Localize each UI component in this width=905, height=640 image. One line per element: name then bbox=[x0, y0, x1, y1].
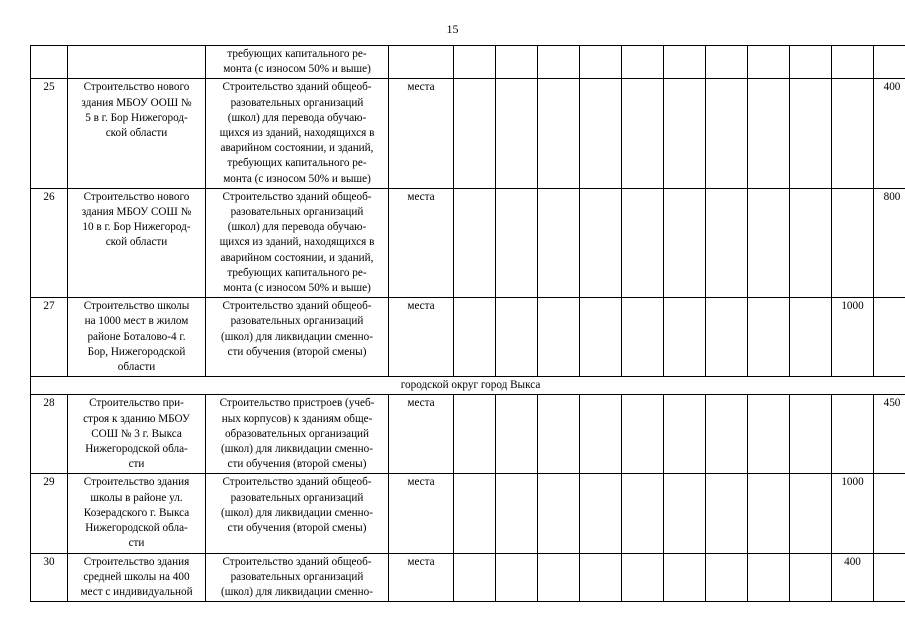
value-cell bbox=[622, 298, 664, 377]
value-cell bbox=[748, 79, 790, 188]
description-cell: Строительство зданий общеоб- разовательных организаций (школ) для ликвидации сменно- сти обучения (второй смены) bbox=[206, 298, 389, 377]
value-cell bbox=[538, 79, 580, 188]
value-cell bbox=[580, 395, 622, 474]
value-cell bbox=[664, 298, 706, 377]
page-number: 15 bbox=[446, 22, 459, 36]
value-cell bbox=[832, 46, 874, 79]
object-name-cell: Строительство нового здания МБОУ СОШ № 10 в г. Бор Нижегород- ской области bbox=[68, 188, 206, 297]
table-row bbox=[31, 553, 905, 602]
value-cell bbox=[664, 188, 706, 297]
value-cell bbox=[580, 474, 622, 553]
value-cell: 1000 bbox=[832, 298, 874, 377]
row-number-cell: 28 bbox=[31, 395, 68, 474]
value-cell bbox=[454, 298, 496, 377]
section-row bbox=[31, 377, 905, 395]
description-cell: Строительство зданий общеоб- разовательных организаций (школ) для перевода обучаю- щихся из зданий, находящихся в аварийном состоянии, и зданий, требующих капитального ре- монта (с износом 50% и выше) bbox=[206, 188, 389, 297]
value-cell bbox=[790, 474, 832, 553]
value-cell bbox=[538, 474, 580, 553]
value-cell bbox=[874, 46, 905, 79]
value-cell: 450 bbox=[874, 395, 905, 474]
value-cell bbox=[664, 46, 706, 79]
row-number-cell bbox=[31, 46, 68, 79]
data-table bbox=[30, 45, 905, 602]
value-cell bbox=[748, 46, 790, 79]
value-cell bbox=[706, 46, 748, 79]
value-cell bbox=[664, 474, 706, 553]
value-cell bbox=[790, 553, 832, 602]
value-cell bbox=[454, 79, 496, 188]
value-cell bbox=[790, 395, 832, 474]
description-cell: Строительство зданий общеоб- разовательных организаций (школ) для ликвидации сменно- сти обучения (второй смены) bbox=[206, 474, 389, 553]
value-cell bbox=[706, 298, 748, 377]
value-cell bbox=[706, 79, 748, 188]
unit-cell bbox=[389, 46, 454, 79]
value-cell bbox=[496, 79, 538, 188]
value-cell: 400 bbox=[832, 553, 874, 602]
value-cell bbox=[706, 395, 748, 474]
value-cell bbox=[622, 474, 664, 553]
table-row bbox=[31, 188, 905, 297]
value-cell bbox=[538, 46, 580, 79]
row-number-cell: 30 bbox=[31, 553, 68, 602]
value-cell bbox=[622, 395, 664, 474]
value-cell bbox=[454, 188, 496, 297]
value-cell bbox=[580, 298, 622, 377]
value-cell bbox=[454, 395, 496, 474]
unit-cell: места bbox=[389, 395, 454, 474]
value-cell bbox=[874, 474, 905, 553]
value-cell bbox=[580, 79, 622, 188]
section-title: городской округ город Выкса bbox=[31, 377, 905, 395]
value-cell bbox=[832, 79, 874, 188]
value-cell: 1000 bbox=[832, 474, 874, 553]
table-row bbox=[31, 298, 905, 377]
value-cell: 800 bbox=[874, 188, 905, 297]
value-cell bbox=[790, 188, 832, 297]
table-row bbox=[31, 79, 905, 188]
description-cell: Строительство пристроев (учеб- ных корпусов) к зданиям обще- образовательных организаций (школ) для ликвидации сменно- сти обучения (второй смены) bbox=[206, 395, 389, 474]
value-cell bbox=[874, 298, 905, 377]
object-name-cell: Строительство школы на 1000 мест в жилом районе Боталово-4 г. Бор, Нижегородской области bbox=[68, 298, 206, 377]
value-cell bbox=[706, 553, 748, 602]
value-cell bbox=[496, 474, 538, 553]
value-cell bbox=[664, 553, 706, 602]
table-row bbox=[31, 474, 905, 553]
unit-cell: места bbox=[389, 474, 454, 553]
value-cell bbox=[748, 395, 790, 474]
value-cell bbox=[706, 474, 748, 553]
object-name-cell: Строительство при- строя к зданию МБОУ СОШ № 3 г. Выкса Нижегородской обла- сти bbox=[68, 395, 206, 474]
description-cell: требующих капитального ре- монта (с износом 50% и выше) bbox=[206, 46, 389, 79]
object-name-cell: Строительство нового здания МБОУ ООШ № 5 в г. Бор Нижегород- ской области bbox=[68, 79, 206, 188]
row-number-cell: 25 bbox=[31, 79, 68, 188]
table-row bbox=[31, 46, 905, 79]
value-cell bbox=[832, 188, 874, 297]
value-cell bbox=[790, 46, 832, 79]
value-cell bbox=[454, 474, 496, 553]
value-cell bbox=[664, 79, 706, 188]
value-cell bbox=[580, 553, 622, 602]
value-cell bbox=[832, 395, 874, 474]
value-cell bbox=[496, 298, 538, 377]
value-cell bbox=[874, 553, 905, 602]
value-cell bbox=[538, 553, 580, 602]
unit-cell: места bbox=[389, 188, 454, 297]
object-name-cell: Строительство здания средней школы на 400 мест с индивидуальной bbox=[68, 553, 206, 602]
unit-cell: места bbox=[389, 553, 454, 602]
value-cell bbox=[622, 188, 664, 297]
value-cell bbox=[748, 188, 790, 297]
row-number-cell: 26 bbox=[31, 188, 68, 297]
description-cell: Строительство зданий общеоб- разовательных организаций (школ) для ликвидации сменно- bbox=[206, 553, 389, 602]
value-cell bbox=[496, 553, 538, 602]
description-cell: Строительство зданий общеоб- разовательных организаций (школ) для перевода обучаю- щихся из зданий, находящихся в аварийном состоянии, и зданий, требующих капитального ре- монта (с износом 50% и выше) bbox=[206, 79, 389, 188]
value-cell bbox=[454, 553, 496, 602]
value-cell bbox=[538, 188, 580, 297]
value-cell bbox=[706, 188, 748, 297]
value-cell bbox=[538, 395, 580, 474]
unit-cell: места bbox=[389, 79, 454, 188]
value-cell bbox=[622, 46, 664, 79]
value-cell bbox=[748, 553, 790, 602]
value-cell bbox=[454, 46, 496, 79]
value-cell bbox=[496, 46, 538, 79]
value-cell bbox=[622, 553, 664, 602]
object-name-cell bbox=[68, 46, 206, 79]
value-cell bbox=[790, 298, 832, 377]
value-cell bbox=[496, 395, 538, 474]
value-cell bbox=[748, 298, 790, 377]
object-name-cell: Строительство здания школы в районе ул. Козерадского г. Выкса Нижегородской обла- сти bbox=[68, 474, 206, 553]
value-cell bbox=[790, 79, 832, 188]
table-row bbox=[31, 395, 905, 474]
value-cell bbox=[538, 298, 580, 377]
row-number-cell: 27 bbox=[31, 298, 68, 377]
value-cell bbox=[580, 188, 622, 297]
row-number-cell: 29 bbox=[31, 474, 68, 553]
value-cell: 400 bbox=[874, 79, 905, 188]
value-cell bbox=[748, 474, 790, 553]
value-cell bbox=[580, 46, 622, 79]
value-cell bbox=[496, 188, 538, 297]
unit-cell: места bbox=[389, 298, 454, 377]
value-cell bbox=[664, 395, 706, 474]
value-cell bbox=[622, 79, 664, 188]
